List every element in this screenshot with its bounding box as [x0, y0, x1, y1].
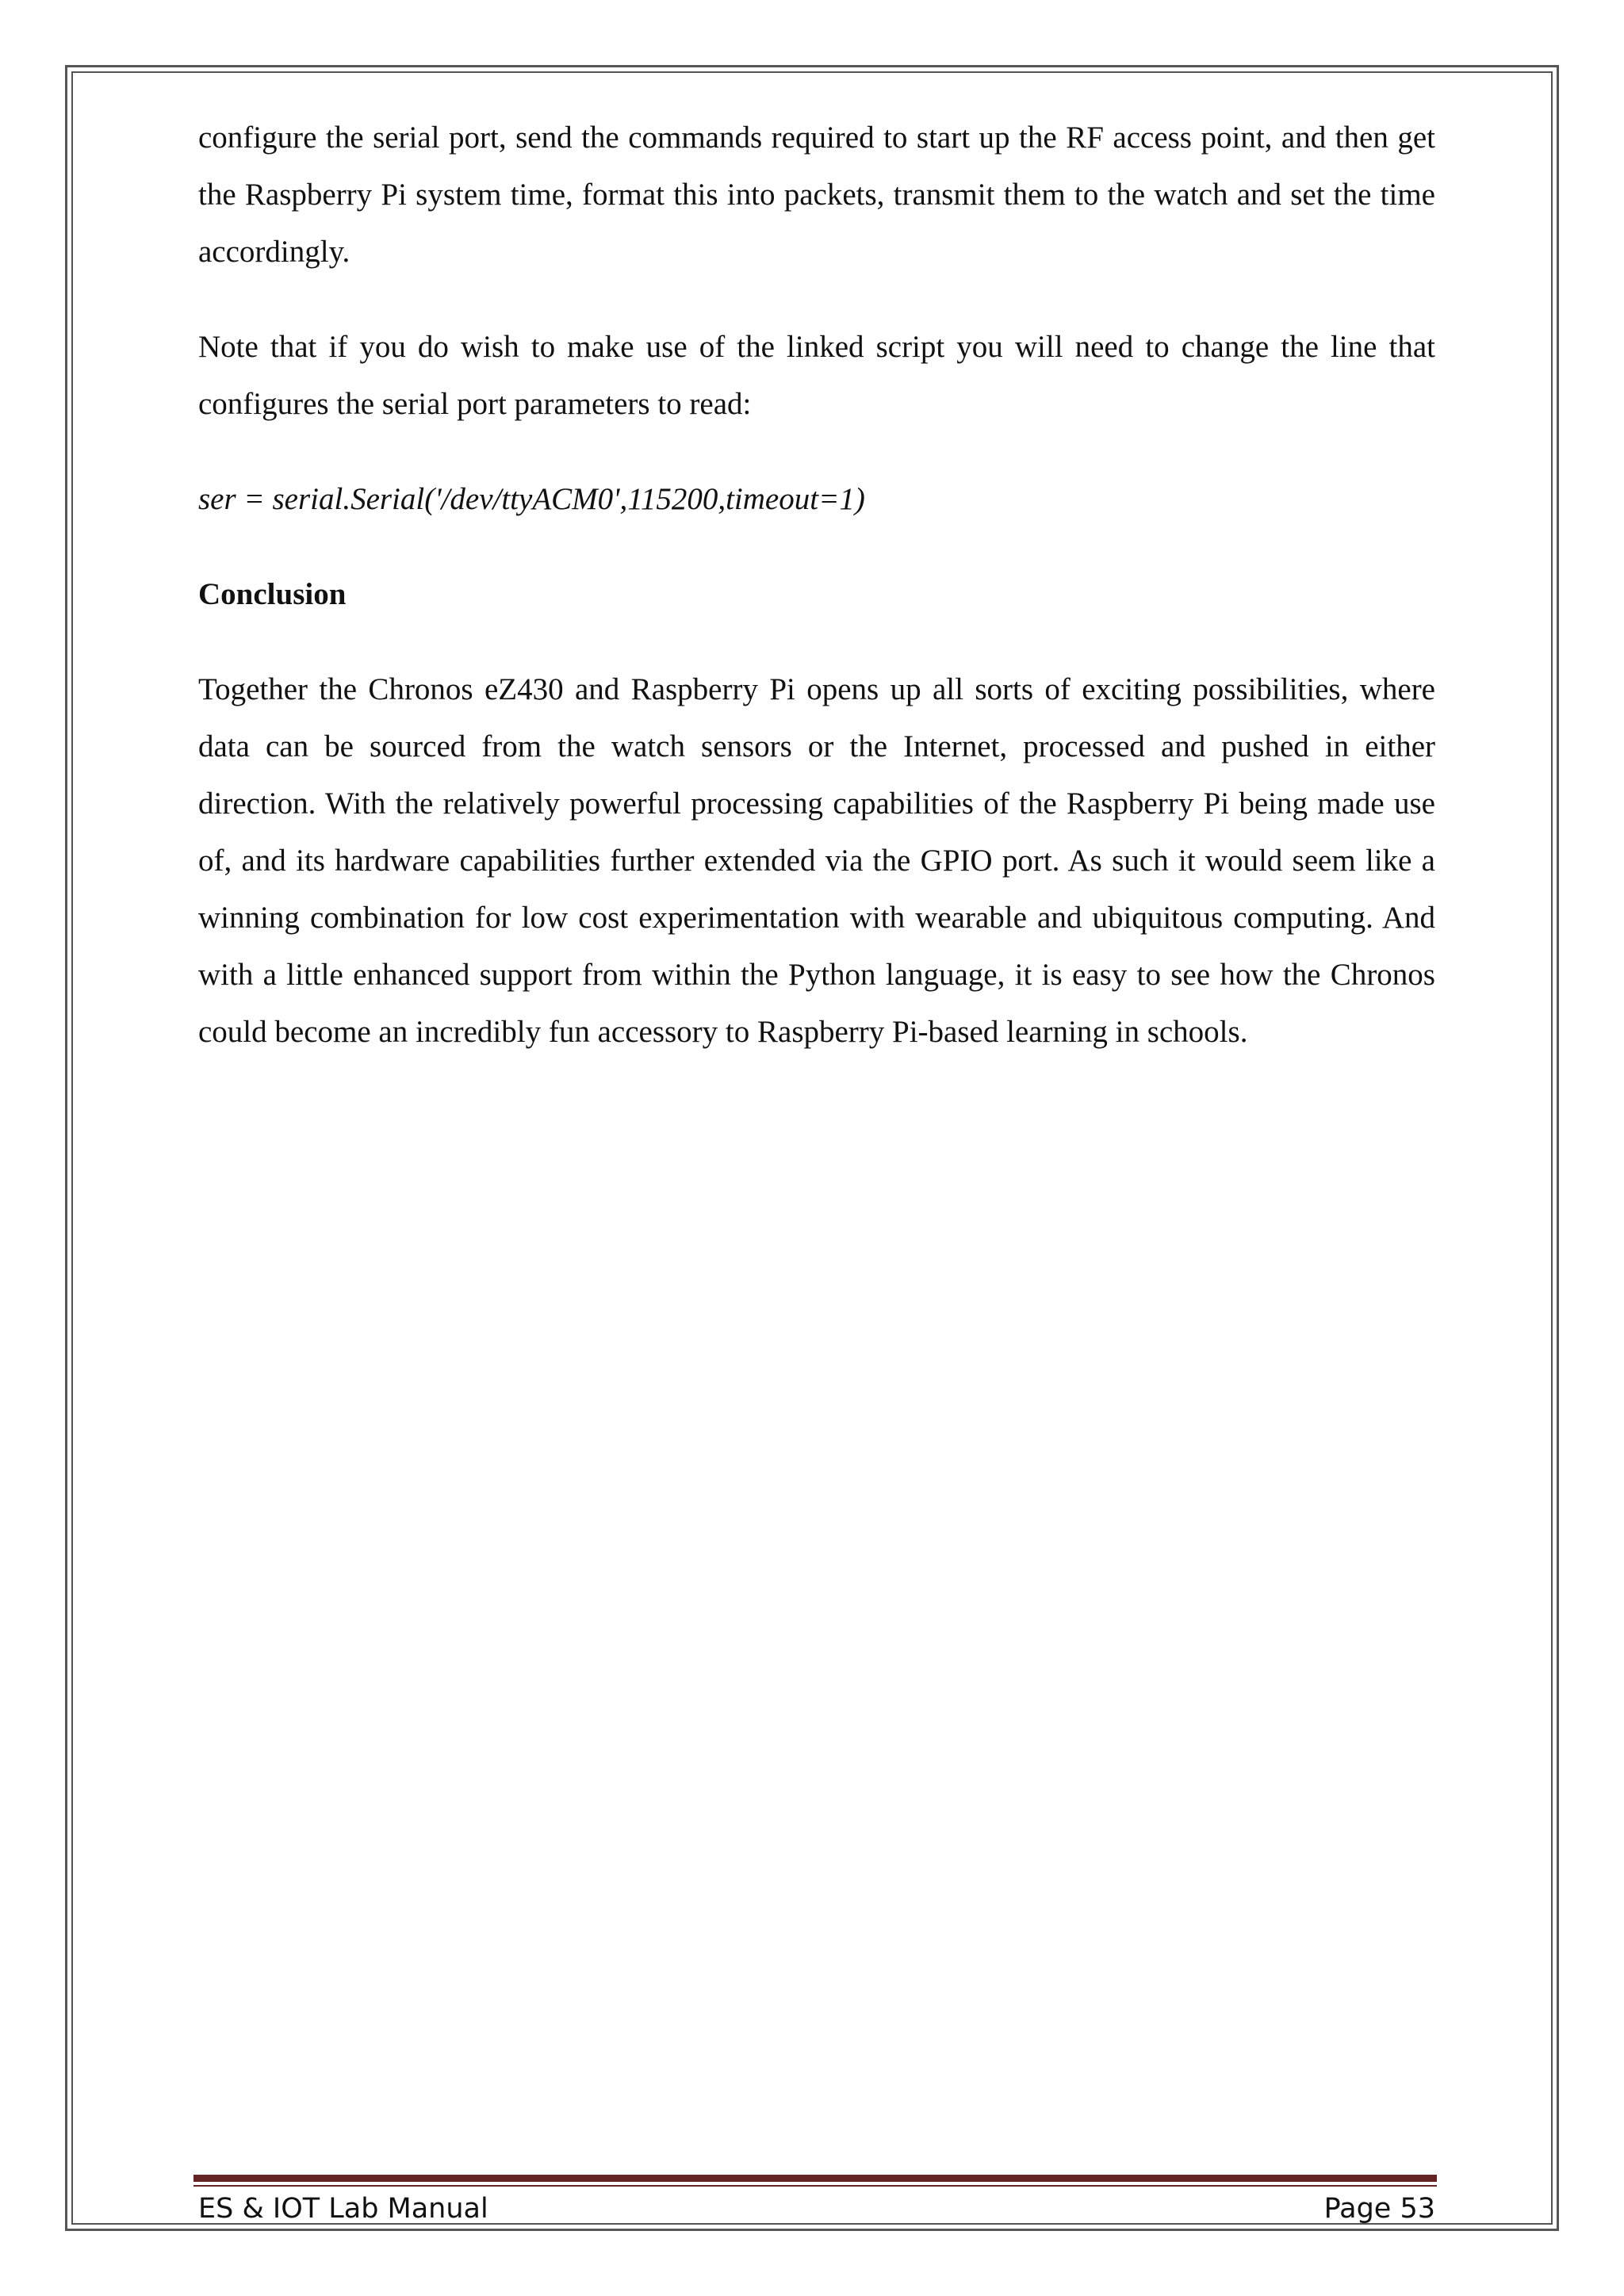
- code-line-serial: ser = serial.Serial('/dev/ttyACM0',115200,timeout=1): [198, 482, 865, 516]
- section-heading-conclusion: Conclusion: [198, 577, 347, 611]
- footer-rule-thin: [193, 2185, 1437, 2187]
- footer-manual-title: ES & IOT Lab Manual: [198, 2193, 488, 2225]
- page-content: [198, 109, 1435, 1099]
- footer-page-number: Page 53: [1323, 2193, 1435, 2225]
- footer-rule-thick: [193, 2175, 1437, 2182]
- paragraph-script-note: Note that if you do wish to make use of the linked script you will need to change the line that configures the serial port parameters to read:: [198, 330, 1435, 421]
- paragraph-serial-setup: configure the serial port, send the commands required to start up the RF access point, and then get the Raspberry Pi system time, format this into packets, transmit them to the watch and set the time accordingly.: [198, 121, 1435, 269]
- paragraph-conclusion: Together the Chronos eZ430 and Raspberry Pi opens up all sorts of exciting possibilities, where data can be sourced from the watch sensors or the Internet, processed and pushed in either direction. With the relatively powerful processing capabilities of the Raspberry Pi being made use of, and its hardware capabilities further extended via the GPIO port. As such it would seem like a winning combination for low cost experimentation with wearable and ubiquitous computing. And with a little enhanced support from within the Python language, it is easy to see how the Chronos could become an incredibly fun accessory to Raspberry Pi-based learning in schools.: [198, 672, 1435, 1049]
